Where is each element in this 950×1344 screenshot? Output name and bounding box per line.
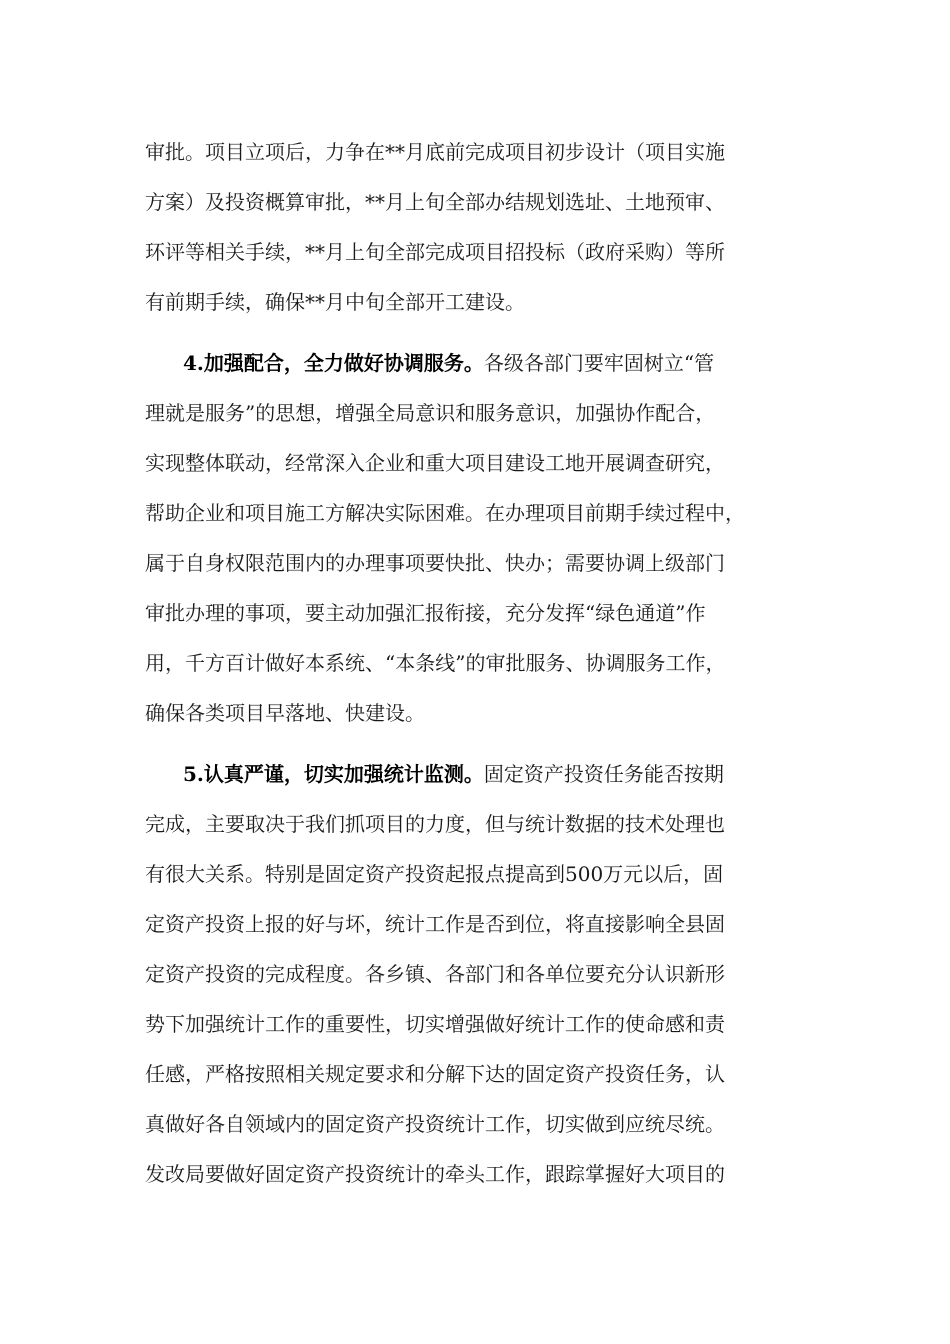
paragraph-line: 帮助企业和项目施工方解决实际困难。在办理项目前期手续过程中， <box>145 501 745 525</box>
paragraph-line: 环评等相关手续，**月上旬全部完成项目招投标（政府采购）等所 <box>145 240 725 264</box>
paragraph-line: 真做好各自领域内的固定资产投资统计工作，切实做到应统尽统。 <box>145 1112 725 1136</box>
paragraph-line: 发改局要做好固定资产投资统计的牵头工作，跟踪掌握好大项目的 <box>145 1162 725 1186</box>
section-heading: 4.加强配合，全力做好协调服务。 <box>183 351 484 375</box>
paragraph-line: 定资产投资的完成程度。各乡镇、各部门和各单位要充分认识新形 <box>145 962 725 986</box>
section-heading: 5.认真严谨，切实加强统计监测。 <box>183 762 484 786</box>
paragraph-first-line <box>183 346 714 380</box>
paragraph-line: 方案）及投资概算审批，**月上旬全部办结规划选址、土地预审、 <box>145 190 725 214</box>
paragraph-line: 实现整体联动，经常深入企业和重大项目建设工地开展调查研究， <box>145 451 725 475</box>
paragraph-text: 各级各部门要牢固树立“管 <box>483 351 715 375</box>
paragraph-line: 定资产投资上报的好与坏，统计工作是否到位，将直接影响全县固 <box>145 912 725 936</box>
paragraph-line: 确保各类项目早落地、快建设。 <box>145 701 425 725</box>
paragraph-text: 固定资产投资任务能否按期 <box>483 762 724 786</box>
paragraph-line: 用，千方百计做好本系统、“本条线”的审批服务、协调服务工作， <box>145 651 726 675</box>
paragraph-line: 审批。项目立项后，力争在**月底前完成项目初步设计（项目实施 <box>145 140 725 164</box>
paragraph-line: 属于自身权限范围内的办理事项要快批、快办；需要协调上级部门 <box>145 551 725 575</box>
paragraph-line: 有前期手续，确保**月中旬全部开工建设。 <box>145 290 525 314</box>
paragraph-line: 有很大关系。特别是固定资产投资起报点提高到500万元以后，固 <box>145 862 724 886</box>
paragraph-line: 理就是服务”的思想，增强全局意识和服务意识，加强协作配合， <box>145 401 716 425</box>
paragraph-line: 完成，主要取决于我们抓项目的力度，但与统计数据的技术处理也 <box>145 812 725 836</box>
paragraph-first-line <box>183 757 724 791</box>
paragraph-line: 审批办理的事项，要主动加强汇报衔接，充分发挥“绿色通道”作 <box>145 601 706 625</box>
paragraph-line: 势下加强统计工作的重要性，切实增强做好统计工作的使命感和责 <box>145 1012 725 1036</box>
paragraph-line: 任感，严格按照相关规定要求和分解下达的固定资产投资任务，认 <box>145 1062 725 1086</box>
